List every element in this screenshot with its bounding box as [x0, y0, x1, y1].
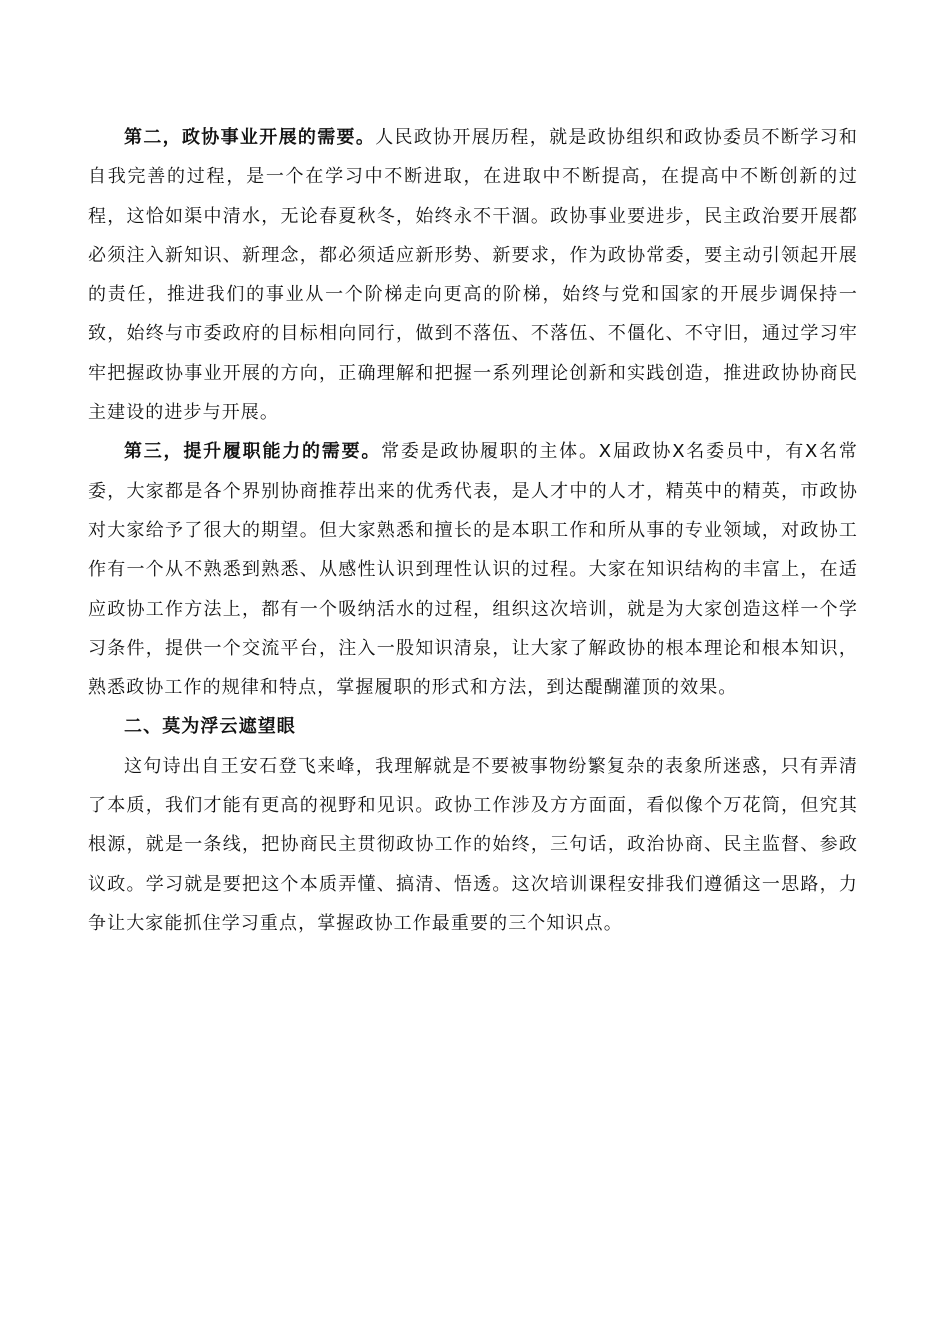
paragraph-third-need — [88, 432, 858, 707]
paragraph-body: 常委是政协履职的主体。X届政协X名委员中，有X名常委，大家都是各个界别协商推荐出来的优秀代表，是人才中的人才，精英中的精英，市政协对大家给予了很大的期望。但大家熟悉和擅长的是本职工作和所从事的专业领域，对政协工作有一个从不熟悉到熟悉、从感性认识到理性认识的过程。大家在知识结构的丰富上，在适应政协工作方法上，都有一个吸纳活水的过程，组织这次培训，就是为大家创造这样一个学习条件，提供一个交流平台，注入一股知识清泉，让大家了解政协的根本理论和根本知识，熟悉政协工作的规律和特点，掌握履职的形式和方法，到达醍醐灌顶的效果。 — [88, 441, 858, 699]
section-heading: 二、莫为浮云遮望眼 — [124, 716, 296, 738]
paragraph-body: 这句诗出自王安石登飞来峰，我理解就是不要被事物纷繁复杂的表象所迷惑，只有弄清了本质，我们才能有更高的视野和见识。政协工作涉及方方面面，看似像个万花筒，但究其根源，就是一条线，把协商民主贯彻政协工作的始终，三句话，政治协商、民主监督、参政议政。学习就是要把这个本质弄懂、搞清、悟透。这次培训课程安排我们遵循这一思路，力争让大家能抓住学习重点，掌握政协工作最重要的三个知识点。 — [88, 755, 858, 934]
paragraph-body: 人民政协开展历程，就是政协组织和政协委员不断学习和自我完善的过程，是一个在学习中不断进取，在进取中不断提高，在提高中不断创新的过程，这恰如渠中清水，无论春夏秋冬，始终永不干涸。政协事业要进步，民主政治要开展都必须注入新知识、新理念，都必须适应新形势、新要求，作为政协常委，要主动引领起开展的责任，推进我们的事业从一个阶梯走向更高的阶梯，始终与党和国家的开展步调保持一致，始终与市委政府的目标相向同行，做到不落伍、不落伍、不僵化、不守旧，通过学习牢牢把握政协事业开展的方向，正确理解和把握一系列理论创新和实践创造，推进政协协商民主建设的进步与开展。 — [88, 127, 858, 424]
paragraph-second-need — [88, 118, 858, 432]
document-page — [88, 118, 858, 943]
paragraph-poem-explanation — [88, 747, 858, 943]
paragraph-lead: 第二，政协事业开展的需要。 — [124, 127, 376, 148]
paragraph-lead: 第三，提升履职能力的需要。 — [124, 441, 382, 463]
